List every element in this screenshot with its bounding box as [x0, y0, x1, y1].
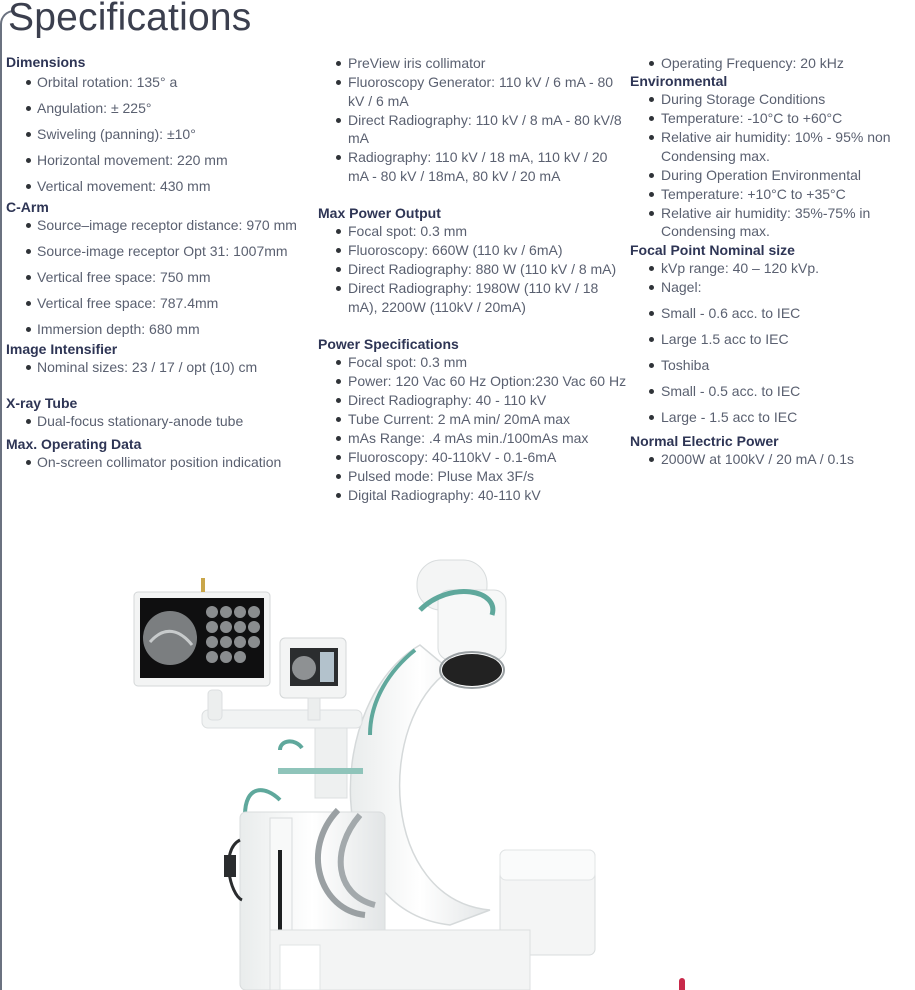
section-title: Max Power Output [318, 205, 441, 221]
section-operating-frequency [630, 54, 915, 73]
page-title: Specifications [8, 0, 252, 39]
list-item: Tube Current: 2 mA min/ 20mA max [318, 410, 628, 429]
list-item: During Operation Environmental [630, 166, 915, 185]
list-item: Fluoroscopy: 660W (110 kv / 6mA) [318, 241, 628, 260]
list-item: Vertical free space: 750 mm [6, 268, 318, 287]
list-item: Small - 0.6 acc. to IEC [630, 304, 915, 323]
list-item: Direct Radiography: 40 - 110 kV [318, 391, 628, 410]
section-environmental [630, 73, 915, 241]
section-normal-electric-power [630, 433, 915, 469]
section-image-intensifier [6, 341, 318, 377]
section-c-arm [6, 199, 318, 339]
list-item: kVp range: 40 – 120 kVp. [630, 259, 915, 278]
list-item: Small - 0.5 acc. to IEC [630, 382, 915, 401]
section-title: Image Intensifier [6, 341, 118, 357]
list-item: Nagel: [630, 278, 915, 297]
list-item: Fluoroscopy Generator: 110 kV / 6 mA - 80 kV / 6 mA [318, 73, 628, 110]
section-title: X-ray Tube [6, 394, 78, 411]
list-item: Swiveling (panning): ±10° [6, 125, 318, 144]
list-item: Horizontal movement: 220 mm [6, 151, 318, 170]
list-item: During Storage Conditions [630, 90, 915, 109]
section-focal-point-nominal-size [630, 242, 915, 427]
red-marker-icon [679, 978, 685, 990]
list-item: Direct Radiography: 880 W (110 kV / 8 mA) [318, 260, 628, 279]
list-item: Toshiba [630, 356, 915, 375]
list-item: Relative air humidity: 10% - 95% non Condensing max. [630, 128, 915, 165]
list-item: Radiography: 110 kV / 18 mA, 110 kV / 20 mA - 80 kV / 18mA, 80 kV / 20 mA [318, 148, 628, 185]
list-item: Source-image receptor Opt 31: 1007mm [6, 242, 318, 261]
section-title: C-Arm [6, 199, 49, 215]
list-item: Fluoroscopy: 40-110kV - 0.1-6mA [318, 448, 628, 467]
list-item: Dual-focus stationary-anode tube [6, 412, 318, 431]
list-item: Immersion depth: 680 mm [6, 320, 318, 339]
list-item: Temperature: -10°C to +60°C [630, 109, 915, 128]
section-x-ray-tube [6, 395, 318, 431]
section-title: Dimensions [6, 54, 86, 70]
list-item: 2000W at 100kV / 20 mA / 0.1s [630, 450, 915, 469]
list-item: Operating Frequency: 20 kHz [630, 54, 915, 73]
list-item: Power: 120 Vac 60 Hz Option:230 Vac 60 Hz [318, 372, 628, 391]
list-item: Angulation: ± 225° [6, 99, 318, 118]
list-item: Direct Radiography: 1980W (110 kV / 18 mA), 2200W (110kV / 20mA) [318, 279, 628, 316]
list-item: Nominal sizes: 23 / 17 / opt (10) cm [6, 358, 318, 377]
section-power-specifications [318, 336, 628, 505]
section-max-power-output [318, 205, 628, 316]
spec-column-2 [318, 54, 628, 505]
section-dimensions [6, 54, 318, 196]
section-title: Focal Point Nominal size [630, 241, 795, 258]
list-item: Vertical free space: 787.4mm [6, 294, 318, 313]
list-item: PreView iris collimator [318, 54, 628, 73]
section-title: Max. Operating Data [6, 436, 142, 452]
list-item: Large 1.5 acc to IEC [630, 330, 915, 349]
list-item: Orbital rotation: 135° a [6, 73, 318, 92]
list-item: Temperature: +10°C to +35°C [630, 185, 915, 204]
section-title: Power Specifications [318, 336, 459, 352]
list-item: Focal spot: 0.3 mm [318, 353, 628, 372]
c-arm-illustration [120, 550, 600, 990]
section-max-operating-data [6, 436, 318, 472]
section-title: Normal Electric Power [630, 433, 779, 449]
list-item: Vertical movement: 430 mm [6, 177, 318, 196]
list-item: Pulsed mode: Pluse Max 3F/s [318, 467, 628, 486]
spec-column-1 [6, 54, 318, 472]
list-item: Direct Radiography: 110 kV / 8 mA - 80 kV/8 mA [318, 111, 628, 148]
section-title: Environmental [630, 73, 728, 89]
list-item: Relative air humidity: 35%-75% in Condensing max. [630, 204, 915, 241]
list-item: Digital Radiography: 40-110 kV [318, 486, 628, 505]
list-item: Focal spot: 0.3 mm [318, 222, 628, 241]
list-item: Large - 1.5 acc to IEC [630, 408, 915, 427]
spec-column-3 [630, 54, 915, 469]
list-item: On-screen collimator position indication [6, 453, 318, 472]
section-collimator-generator [318, 54, 628, 185]
list-item: Source–image receptor distance: 970 mm [6, 216, 318, 235]
list-item: mAs Range: .4 mAs min./100mAs max [318, 429, 628, 448]
